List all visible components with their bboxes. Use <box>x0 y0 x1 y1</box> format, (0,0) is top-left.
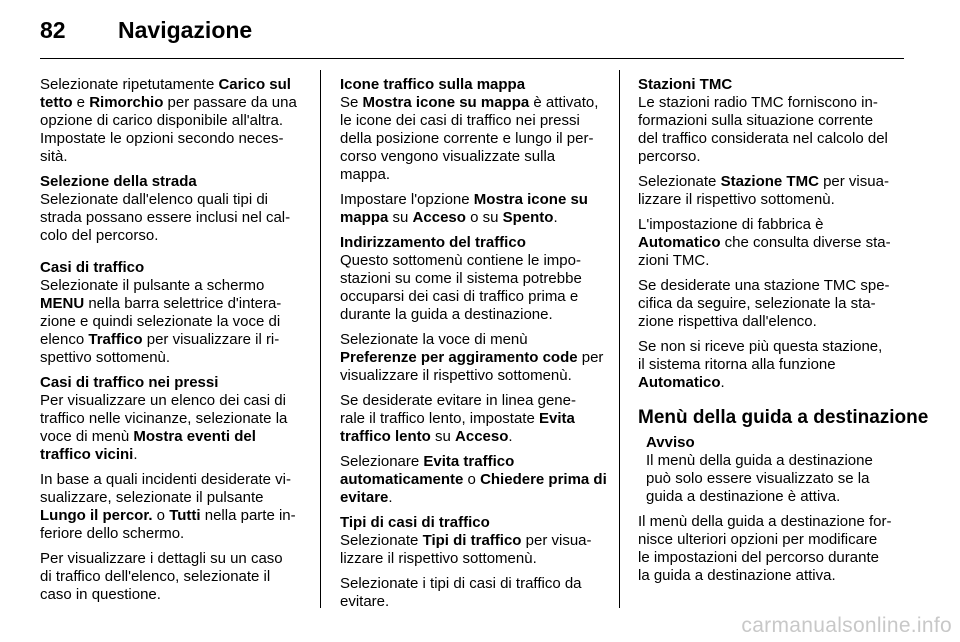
paragraph-stazione-tmc: Selezionate Stazione TMC per visua- lizzare il rispettivo sottomenù. <box>638 173 889 208</box>
column-divider-1 <box>320 70 321 608</box>
paragraph-tmc: Le stazioni radio TMC forniscono in- formazioni sulla situazione corrente del traffico considerata nel calcolo del percorso. <box>638 94 888 165</box>
column-1 <box>40 76 308 604</box>
heading-tipi-casi: Tipi di casi di traffico <box>340 514 490 531</box>
heading-casi-pressi: Casi di traffico nei pressi <box>40 374 219 391</box>
page-header <box>0 0 960 60</box>
paragraph-preferenze: Selezionate la voce di menù Preferenze per aggiramento code per visualizzare il rispettivo sottomenù. <box>340 331 604 384</box>
column-2 <box>340 76 608 611</box>
watermark: carmanualsonline.info <box>741 614 952 637</box>
paragraph-indirizzamento: Questo sottomenù contiene le impo- stazioni su come il sistema potrebbe occuparsi dei casi di traffico prima e durante la guida a destinazione. <box>340 252 582 323</box>
header-rule <box>40 58 904 59</box>
paragraph-menu-guida: Il menù della guida a destinazione for- nisce ulteriori opzioni per modificare le impostazioni del percorso durante la guida a destinazione attiva. <box>638 513 892 584</box>
paragraph-tipi: Selezionate Tipi di traffico per visua- lizzare il rispettivo sottomenù. <box>340 532 592 567</box>
paragraph-incidenti: In base a quali incidenti desiderate vi- sualizzare, selezionate il pulsante Lungo il percor. o Tutti nella parte in- feriore dello schermo. <box>40 471 296 542</box>
heading-selezione-strada: Selezione della strada <box>40 173 197 190</box>
paragraph-specifica: Se desiderate una stazione TMC spe- cifica da seguire, selezionate la sta- zione rispettiva dall'elenco. <box>638 277 890 330</box>
paragraph-fabbrica: L'impostazione di fabbrica è Automatico che consulta diverse sta- zioni TMC. <box>638 216 891 269</box>
paragraph-casi-traffico: Selezionate il pulsante a schermo MENU nella barra selettrice d'intera- zione e quindi selezionate la voce di elenco Traffico per visualizzare il ri- spettivo sottomenù. <box>40 277 282 366</box>
paragraph-casi-pressi: Per visualizzare un elenco dei casi di traffico nelle vicinanze, selezionate la voce di menù Mostra eventi del traffico vicini. <box>40 392 288 463</box>
paragraph-ritorna: Se non si riceve più questa stazione, il sistema ritorna alla funzione Automatico. <box>638 338 883 391</box>
heading-avviso: Avviso <box>646 434 695 451</box>
paragraph-opzione-icone: Impostare l'opzione Mostra icone su mappa su Acceso o su Spento. <box>340 191 588 226</box>
page-number: 82 <box>40 17 66 43</box>
heading-casi-traffico: Casi di traffico <box>40 259 145 276</box>
notice-avviso: Avviso Il menù della guida a destinazione può solo essere visualizzato se la guida a destinazione è attiva. <box>646 434 906 506</box>
paragraph-strada: Selezionate dall'elenco quali tipi di strada possano essere inclusi nel cal- colo del percorso. <box>40 191 291 244</box>
heading-icone-traffico: Icone traffico sulla mappa <box>340 76 526 93</box>
heading-stazioni-tmc: Stazioni TMC <box>638 76 733 93</box>
paragraph-evitare: Selezionate i tipi di casi di traffico da evitare. <box>340 575 582 610</box>
paragraph-icone: Se Mostra icone su mappa è attivato, le icone dei casi di traffico nei pressi della posizione corrente e lungo il per- corso vengono visualizzate sulla mappa. <box>340 94 599 183</box>
column-3 <box>638 76 929 585</box>
paragraph-carico: Selezionate ripetutamente Carico sul tetto e Rimorchio per passare da una opzione di carico disponibile all'altra. Impostate le opzioni secondo neces- sità. <box>40 76 297 165</box>
heading-indirizzamento: Indirizzamento del traffico <box>340 234 526 251</box>
section-heading-guida: Menù della guida a destinazione <box>638 407 929 428</box>
page-title: Navigazione <box>118 17 253 43</box>
paragraph-traffico-lento: Se desiderate evitare in linea gene- rale il traffico lento, impostate Evita traffico lento su Acceso. <box>340 392 576 445</box>
column-divider-2 <box>619 70 620 608</box>
paragraph-evita: Selezionare Evita traffico automaticamente o Chiedere prima di evitare. <box>340 453 607 506</box>
paragraph-dettagli: Per visualizzare i dettagli su un caso di traffico dell'elenco, selezionate il caso in questione. <box>40 550 283 603</box>
